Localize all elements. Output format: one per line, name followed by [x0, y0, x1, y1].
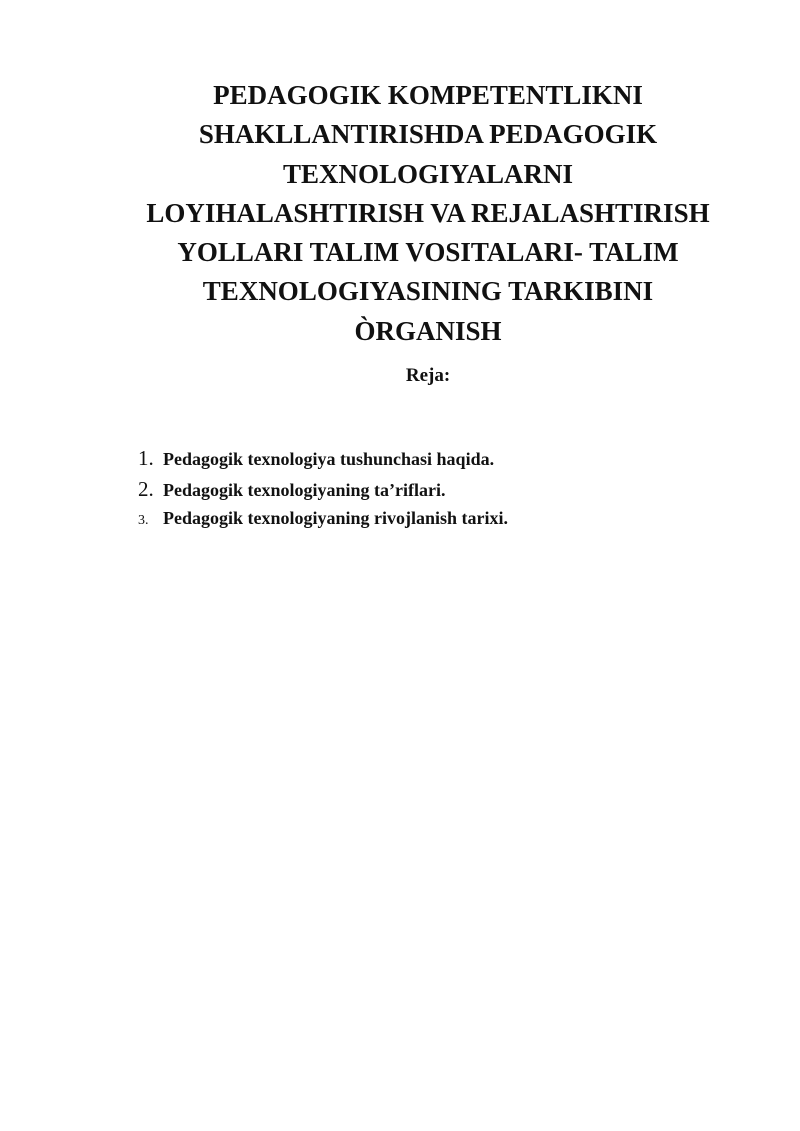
plan-heading: Reja: [405, 365, 451, 386]
plan-item-text: Pedagogik texnologiya tushunchasi haqida. [163, 449, 495, 469]
plan-item-text: Pedagogik texnologiyaning ta’riflari. [163, 480, 446, 500]
plan-item [138, 508, 508, 539]
title-line: PEDAGOGIK KOMPETENTLIKNI [213, 80, 643, 110]
plan-list [138, 446, 508, 539]
document-title [100, 76, 756, 351]
plan-item [138, 477, 508, 508]
plan-item-number: 1. [138, 446, 154, 470]
plan-item-number: 2. [138, 477, 154, 501]
title-line: SHAKLLANTIRISHDA PEDAGOGIK [198, 119, 658, 150]
title-line: LOYIHALASHTIRISH VA REJALASHTIRISH [146, 197, 710, 228]
title-line: TEXNOLOGIYASINING TARKIBINI [202, 276, 654, 307]
title-line: TEXNOLOGIYALARNI [282, 158, 574, 189]
title-line: ÒRGANISH [354, 315, 502, 346]
plan-item-number: 3. [138, 513, 149, 528]
title-line: YOLLARI TALIM VOSITALARI- TALIM [177, 237, 679, 268]
plan-item-text: Pedagogik texnologiyaning rivojlanish tarixi. [163, 508, 509, 528]
plan-item [138, 446, 508, 477]
